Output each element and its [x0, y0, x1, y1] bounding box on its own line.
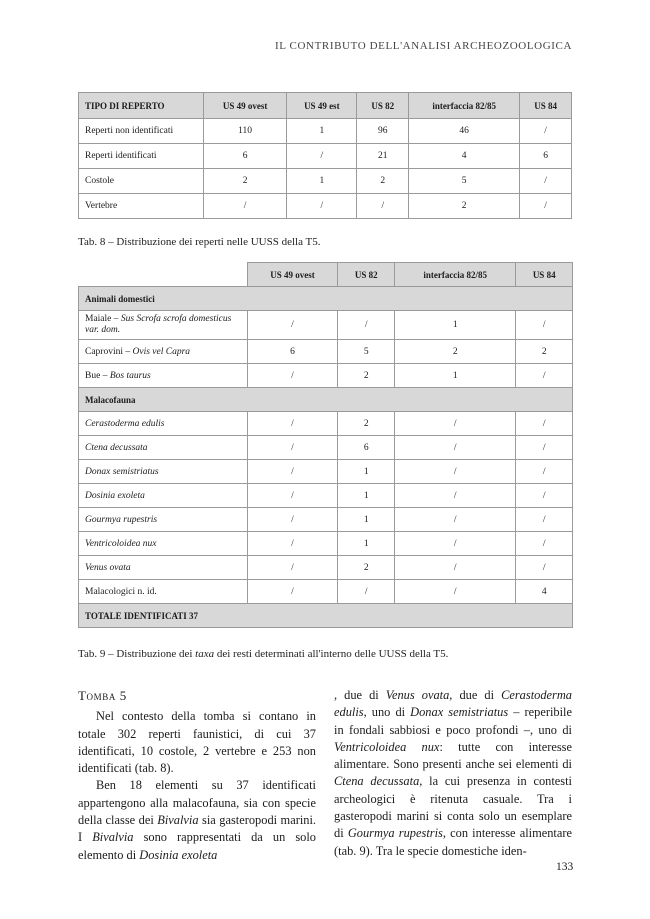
- text-run: sono rappresentati da un solo elemento di: [78, 830, 316, 862]
- table-section-row: [79, 388, 573, 412]
- table-8-row-label: Vertebre: [79, 194, 204, 219]
- table-cell: 2: [516, 340, 573, 364]
- text-run: , due di: [334, 688, 386, 702]
- species-label: Venus ovata: [79, 556, 248, 580]
- table-8-header: US 82: [357, 93, 409, 119]
- running-header: IL CONTRIBUTO DELL'ANALISI ARCHEOZOOLOGICA: [275, 40, 572, 52]
- italic-term: Gourmya rupestris: [347, 826, 443, 841]
- text-run: , con interesse alimentare (tab. 9). Tra le specie domestiche iden-: [334, 826, 572, 858]
- table-cell: 2: [409, 194, 520, 219]
- table-row: [79, 144, 572, 169]
- species-label: [79, 364, 248, 388]
- table-cell: /: [516, 412, 573, 436]
- table-cell: /: [395, 580, 516, 604]
- species-label: Cerastoderma edulis: [79, 412, 248, 436]
- table-cell: /: [516, 532, 573, 556]
- table-cell: /: [395, 532, 516, 556]
- table-8-header: interfaccia 82/85: [409, 93, 520, 119]
- table-cell: /: [516, 556, 573, 580]
- table-cell: /: [516, 460, 573, 484]
- species-label: Malacologici n. id.: [79, 580, 248, 604]
- table-cell: 2: [338, 556, 395, 580]
- italic-term: Bivalvia: [92, 830, 134, 845]
- table-cell: /: [247, 436, 338, 460]
- species-label: [79, 311, 248, 340]
- table-row: [79, 194, 572, 219]
- table-cell: /: [247, 580, 338, 604]
- table-9-caption: [78, 648, 448, 660]
- table-row: [79, 580, 573, 604]
- table-cell: 5: [409, 169, 520, 194]
- table-cell: /: [247, 311, 338, 340]
- paragraph: Nel contesto della tomba si contano in totale 302 reperti faunistici, di cui 37 identificati, 10 costole, 2 vertebre e 253 non identificati (tab. 8).: [78, 709, 316, 776]
- table-cell: 2: [204, 169, 287, 194]
- table-8-row-label: Reperti non identificati: [79, 119, 204, 144]
- table-cell: /: [247, 532, 338, 556]
- table-row: [79, 119, 572, 144]
- table-cell: /: [357, 194, 409, 219]
- species-scientific-name: Bos taurus: [109, 370, 151, 381]
- species-label: Donax semistriatus: [79, 460, 248, 484]
- text-run: – reperibile in fondali sabbiosi e poco profondi –, uno di: [334, 705, 572, 737]
- caption-italic-text: taxa: [195, 648, 215, 660]
- text-column-left: [78, 687, 316, 864]
- species-scientific-name: Sus Scrofa scrofa domesticus var. dom.: [85, 314, 232, 335]
- table-cell: 6: [204, 144, 287, 169]
- table-9-header: interfaccia 82/85: [395, 263, 516, 287]
- table-cell: 5: [338, 340, 395, 364]
- table-row: [79, 169, 572, 194]
- table-cell: /: [516, 311, 573, 340]
- table-row: [79, 436, 573, 460]
- italic-term: Venus ovata: [385, 688, 450, 702]
- species-scientific-name: Ovis vel Capra: [132, 346, 191, 357]
- table-cell: 21: [357, 144, 409, 169]
- section-label-domestic: Animali domestici: [79, 287, 573, 311]
- table-cell: /: [247, 412, 338, 436]
- table-8-header: US 84: [520, 93, 572, 119]
- table-cell: /: [520, 194, 572, 219]
- text-column-right: [334, 687, 572, 860]
- table-cell: /: [247, 460, 338, 484]
- table-cell: /: [395, 460, 516, 484]
- table-cell: /: [287, 144, 357, 169]
- table-8: [78, 92, 572, 219]
- text-run: sia gasteropodi marini. I: [78, 813, 316, 845]
- table-row: [79, 340, 573, 364]
- species-common-name: Bue –: [85, 370, 110, 381]
- italic-term: Ventricoloidea nux: [334, 739, 440, 754]
- text-run: , due di: [449, 688, 502, 702]
- table-cell: 4: [409, 144, 520, 169]
- table-section-row: [79, 287, 573, 311]
- table-row: [79, 311, 573, 340]
- paragraph-continued: [334, 687, 572, 860]
- species-label: [79, 340, 248, 364]
- table-cell: 1: [338, 484, 395, 508]
- section-heading: Tomba 5: [78, 688, 127, 703]
- table-8-header: US 49 est: [287, 93, 357, 119]
- table-cell: /: [395, 556, 516, 580]
- table-9-header-row: [79, 263, 573, 287]
- species-common-name: Caprovini –: [85, 346, 133, 357]
- table-row: [79, 532, 573, 556]
- table-8-header: TIPO DI REPERTO: [79, 93, 204, 119]
- table-total-row: [79, 604, 573, 628]
- table-8-header: US 49 ovest: [204, 93, 287, 119]
- table-cell: /: [247, 484, 338, 508]
- italic-term: Dosinia exoleta: [139, 847, 218, 862]
- page-number: 133: [556, 861, 574, 873]
- table-cell: 96: [357, 119, 409, 144]
- table-cell: 1: [395, 311, 516, 340]
- table-cell: 1: [338, 508, 395, 532]
- table-cell: /: [395, 412, 516, 436]
- italic-term: Ctena decussata: [334, 774, 420, 789]
- table-9-header: US 84: [516, 263, 573, 287]
- table-row: [79, 556, 573, 580]
- table-cell: /: [395, 436, 516, 460]
- table-cell: 6: [247, 340, 338, 364]
- italic-term: Cerastoderma edulis: [334, 688, 572, 720]
- table-8-header-row: [79, 93, 572, 119]
- text-run: , la cui presenza in contesti archeologici è ritenuta casuale. Tra i gasteropodi marini si conta solo un esemplare di: [334, 774, 573, 841]
- table-cell: /: [204, 194, 287, 219]
- caption-text: dei resti determinati all'interno delle UUSS della T5.: [214, 648, 449, 660]
- table-cell: 6: [520, 144, 572, 169]
- table-row: [79, 508, 573, 532]
- total-identified: TOTALE IDENTIFICATI 37: [79, 604, 573, 628]
- table-9-corner: [79, 263, 248, 287]
- table-cell: /: [520, 119, 572, 144]
- section-label-malacofauna: Malacofauna: [79, 388, 573, 412]
- italic-term: Donax semistriatus: [410, 705, 509, 720]
- table-9-header: US 49 ovest: [247, 263, 338, 287]
- species-label: Ventricoloidea nux: [79, 532, 248, 556]
- table-cell: 2: [395, 340, 516, 364]
- table-cell: /: [516, 508, 573, 532]
- table-cell: 2: [357, 169, 409, 194]
- table-8-row-label: Reperti identificati: [79, 144, 204, 169]
- table-cell: /: [395, 484, 516, 508]
- table-cell: /: [247, 508, 338, 532]
- table-cell: 2: [338, 364, 395, 388]
- table-row: [79, 460, 573, 484]
- table-9-header: US 82: [338, 263, 395, 287]
- table-cell: 1: [338, 460, 395, 484]
- species-label: Dosinia exoleta: [79, 484, 248, 508]
- table-8-row-label: Costole: [79, 169, 204, 194]
- table-9: [78, 262, 573, 628]
- table-cell: 1: [287, 119, 357, 144]
- paragraph: [78, 777, 316, 863]
- table-cell: 110: [204, 119, 287, 144]
- table-cell: /: [338, 311, 395, 340]
- table-row: [79, 484, 573, 508]
- table-cell: /: [247, 556, 338, 580]
- table-cell: /: [247, 364, 338, 388]
- table-cell: 1: [395, 364, 516, 388]
- table-cell: 1: [287, 169, 357, 194]
- table-cell: /: [287, 194, 357, 219]
- table-8-caption: Tab. 8 – Distribuzione dei reperti nelle UUSS della T5.: [78, 236, 321, 248]
- table-cell: /: [516, 484, 573, 508]
- text-run: Ben 18 elementi su 37 identificati appartengono alla malacofauna, sia con specie della classe dei: [78, 778, 316, 828]
- table-cell: 46: [409, 119, 520, 144]
- italic-term: Bivalvia: [157, 813, 199, 828]
- species-label: Ctena decussata: [79, 436, 248, 460]
- text-run: , uno di: [363, 705, 411, 720]
- species-common-name: Maiale –: [85, 314, 121, 324]
- text-run: : tutte con interesse alimentare. Sono presenti anche sei elementi di: [334, 739, 572, 772]
- table-cell: 2: [338, 412, 395, 436]
- table-cell: /: [516, 436, 573, 460]
- table-cell: /: [338, 580, 395, 604]
- table-row: [79, 412, 573, 436]
- table-cell: /: [516, 364, 573, 388]
- table-cell: 4: [516, 580, 573, 604]
- table-cell: /: [520, 169, 572, 194]
- caption-text: Tab. 9 – Distribuzione dei: [78, 648, 196, 660]
- table-cell: 6: [338, 436, 395, 460]
- table-cell: 1: [338, 532, 395, 556]
- table-row: [79, 364, 573, 388]
- table-cell: /: [395, 508, 516, 532]
- species-label: Gourmya rupestris: [79, 508, 248, 532]
